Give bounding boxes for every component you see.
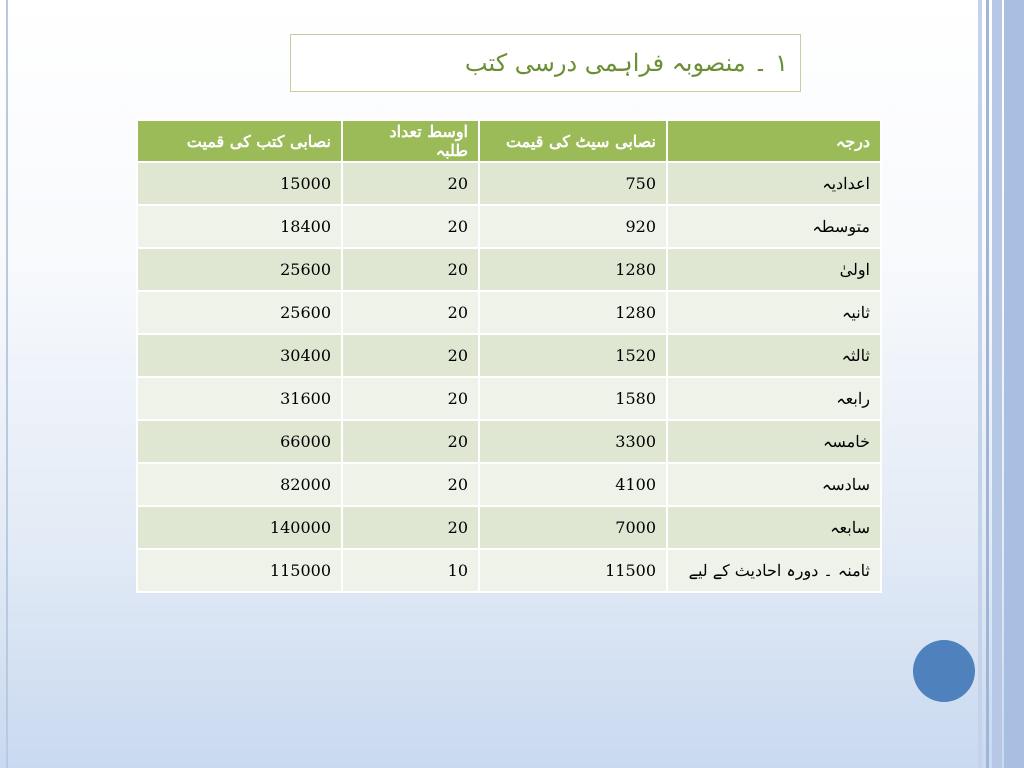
cell-set-price: 4100 [479, 463, 667, 506]
cell-total: 82000 [137, 463, 342, 506]
table-row [137, 463, 881, 506]
cell-set-price: 750 [479, 162, 667, 205]
cell-students: 20 [342, 291, 479, 334]
cell-grade: ثامنہ ۔ دورہ احادیث کے لیے [667, 549, 881, 592]
cell-total: 25600 [137, 248, 342, 291]
cell-grade: خامسہ [667, 420, 881, 463]
cell-students: 20 [342, 334, 479, 377]
table-row [137, 248, 881, 291]
right-decorative-band [978, 0, 982, 768]
decorative-circle [913, 640, 975, 702]
cell-grade: ثانیہ [667, 291, 881, 334]
left-decorative-rule [6, 0, 8, 768]
table-row [137, 291, 881, 334]
cell-grade: اعدادیہ [667, 162, 881, 205]
table-row [137, 420, 881, 463]
cell-total: 66000 [137, 420, 342, 463]
table-row [137, 334, 881, 377]
table-row [137, 162, 881, 205]
slide-title: ۱ ۔ منصوبہ فراہمی درسی کتب [464, 49, 788, 77]
cell-students: 10 [342, 549, 479, 592]
table-row [137, 506, 881, 549]
cell-set-price: 1520 [479, 334, 667, 377]
header-total-cost: نصابی کتب کی قمیت [137, 120, 342, 162]
cell-total: 115000 [137, 549, 342, 592]
cell-students: 20 [342, 420, 479, 463]
header-avg-students: اوسط تعداد طلبہ [342, 120, 479, 162]
cell-grade: متوسطہ [667, 205, 881, 248]
cell-students: 20 [342, 248, 479, 291]
cell-grade: اولیٰ [667, 248, 881, 291]
cell-students: 20 [342, 205, 479, 248]
cell-total: 30400 [137, 334, 342, 377]
cell-set-price: 3300 [479, 420, 667, 463]
right-decorative-band [986, 0, 989, 768]
cell-set-price: 7000 [479, 506, 667, 549]
cell-students: 20 [342, 463, 479, 506]
cell-total: 140000 [137, 506, 342, 549]
right-decorative-band [1004, 0, 1024, 768]
table-row [137, 549, 881, 592]
cell-total: 25600 [137, 291, 342, 334]
cell-grade: سادسہ [667, 463, 881, 506]
cell-set-price: 11500 [479, 549, 667, 592]
cell-set-price: 920 [479, 205, 667, 248]
header-grade: درجہ [667, 120, 881, 162]
right-decorative-band [992, 0, 1002, 768]
header-set-price: نصابی سیٹ کی قیمت [479, 120, 667, 162]
cell-grade: سابعہ [667, 506, 881, 549]
cell-set-price: 1580 [479, 377, 667, 420]
cell-grade: ثالثہ [667, 334, 881, 377]
cell-grade: رابعہ [667, 377, 881, 420]
cell-total: 18400 [137, 205, 342, 248]
table-row [137, 377, 881, 420]
textbook-cost-table [136, 119, 882, 593]
cell-students: 20 [342, 377, 479, 420]
table-row [137, 205, 881, 248]
table-header-row [137, 120, 881, 162]
cell-students: 20 [342, 162, 479, 205]
cell-total: 31600 [137, 377, 342, 420]
slide-title-box [290, 34, 801, 92]
cell-total: 15000 [137, 162, 342, 205]
cell-set-price: 1280 [479, 248, 667, 291]
cell-set-price: 1280 [479, 291, 667, 334]
cell-students: 20 [342, 506, 479, 549]
